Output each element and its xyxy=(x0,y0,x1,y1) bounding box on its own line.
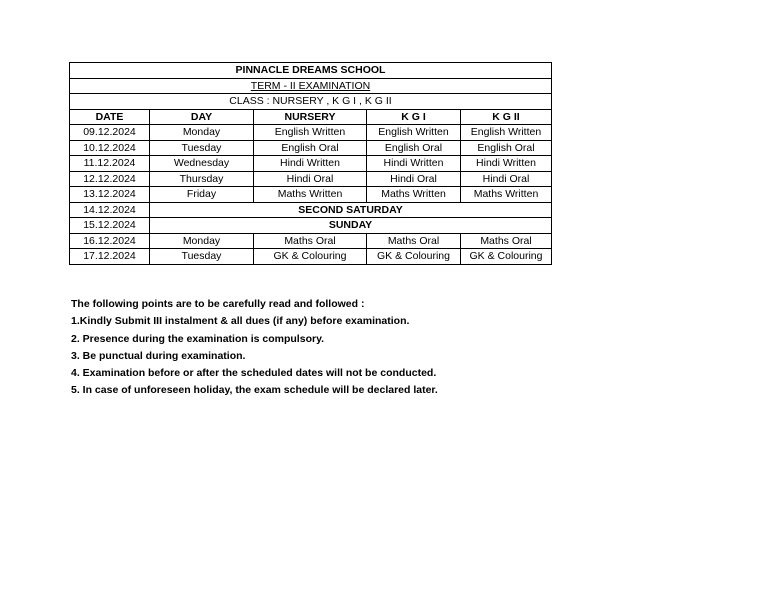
cell-nursery: Hindi Written xyxy=(254,156,367,172)
cell-nursery: Maths Oral xyxy=(254,233,367,249)
table-row xyxy=(70,218,552,234)
cell-kg2: GK & Colouring xyxy=(461,249,552,265)
column-header-row xyxy=(70,109,552,125)
cell-kg1: GK & Colouring xyxy=(367,249,461,265)
instruction-item: 2. Presence during the examination is compulsory. xyxy=(71,332,325,345)
school-name: PINNACLE DREAMS SCHOOL xyxy=(70,63,552,79)
table-row xyxy=(70,187,552,203)
cell-kg2: Hindi Written xyxy=(461,156,552,172)
cell-kg1: Hindi Written xyxy=(367,156,461,172)
school-name-row xyxy=(70,63,552,79)
exam-schedule-table xyxy=(69,62,552,265)
class-row xyxy=(70,94,552,110)
column-header-day: DAY xyxy=(150,109,254,125)
cell-kg2: English Oral xyxy=(461,140,552,156)
column-header-date: DATE xyxy=(70,109,150,125)
class-line: CLASS : NURSERY , K G I , K G II xyxy=(70,94,552,110)
cell-date: 17.12.2024 xyxy=(70,249,150,265)
table-row xyxy=(70,171,552,187)
cell-day: Thursday xyxy=(150,171,254,187)
cell-kg2: Hindi Oral xyxy=(461,171,552,187)
instruction-item: 4. Examination before or after the scheduled dates will not be conducted. xyxy=(71,367,437,380)
cell-day: Friday xyxy=(150,187,254,203)
instruction-item: 5. In case of unforeseen holiday, the exam schedule will be declared later. xyxy=(71,384,438,397)
cell-date: 10.12.2024 xyxy=(70,140,150,156)
cell-nursery: GK & Colouring xyxy=(254,249,367,265)
cell-kg1: Hindi Oral xyxy=(367,171,461,187)
cell-date: 14.12.2024 xyxy=(70,202,150,218)
table-row xyxy=(70,249,552,265)
cell-kg1: English Oral xyxy=(367,140,461,156)
cell-day: Wednesday xyxy=(150,156,254,172)
cell-kg1: Maths Oral xyxy=(367,233,461,249)
cell-date: 09.12.2024 xyxy=(70,125,150,141)
table-row xyxy=(70,156,552,172)
table-row xyxy=(70,140,552,156)
cell-date: 15.12.2024 xyxy=(70,218,150,234)
cell-date: 16.12.2024 xyxy=(70,233,150,249)
cell-date: 12.12.2024 xyxy=(70,171,150,187)
cell-date: 13.12.2024 xyxy=(70,187,150,203)
column-header-kg1: K G I xyxy=(367,109,461,125)
cell-kg2: English Written xyxy=(461,125,552,141)
instructions-section xyxy=(71,296,438,400)
term-title: TERM - II EXAMINATION xyxy=(250,79,371,92)
cell-day: Tuesday xyxy=(150,140,254,156)
column-header-kg2: K G II xyxy=(461,109,552,125)
table-row xyxy=(70,202,552,218)
cell-kg2: Maths Written xyxy=(461,187,552,203)
cell-day: Monday xyxy=(150,125,254,141)
cell-kg2: Maths Oral xyxy=(461,233,552,249)
cell-kg1: English Written xyxy=(367,125,461,141)
cell-day: Monday xyxy=(150,233,254,249)
table-row xyxy=(70,233,552,249)
cell-day: Tuesday xyxy=(150,249,254,265)
cell-nursery: Maths Written xyxy=(254,187,367,203)
cell-nursery: English Oral xyxy=(254,140,367,156)
cell-date: 11.12.2024 xyxy=(70,156,150,172)
cell-holiday: SUNDAY xyxy=(150,218,552,234)
cell-nursery: Hindi Oral xyxy=(254,171,367,187)
instruction-item: 1.Kindly Submit III instalment & all dues (if any) before examination. xyxy=(71,315,410,328)
instruction-item: 3. Be punctual during examination. xyxy=(71,349,246,362)
table-row xyxy=(70,125,552,141)
cell-nursery: English Written xyxy=(254,125,367,141)
instructions-heading: The following points are to be carefully read and followed : xyxy=(71,298,365,310)
column-header-nursery: NURSERY xyxy=(254,109,367,125)
cell-kg1: Maths Written xyxy=(367,187,461,203)
term-row xyxy=(70,78,552,94)
cell-holiday: SECOND SATURDAY xyxy=(150,202,552,218)
